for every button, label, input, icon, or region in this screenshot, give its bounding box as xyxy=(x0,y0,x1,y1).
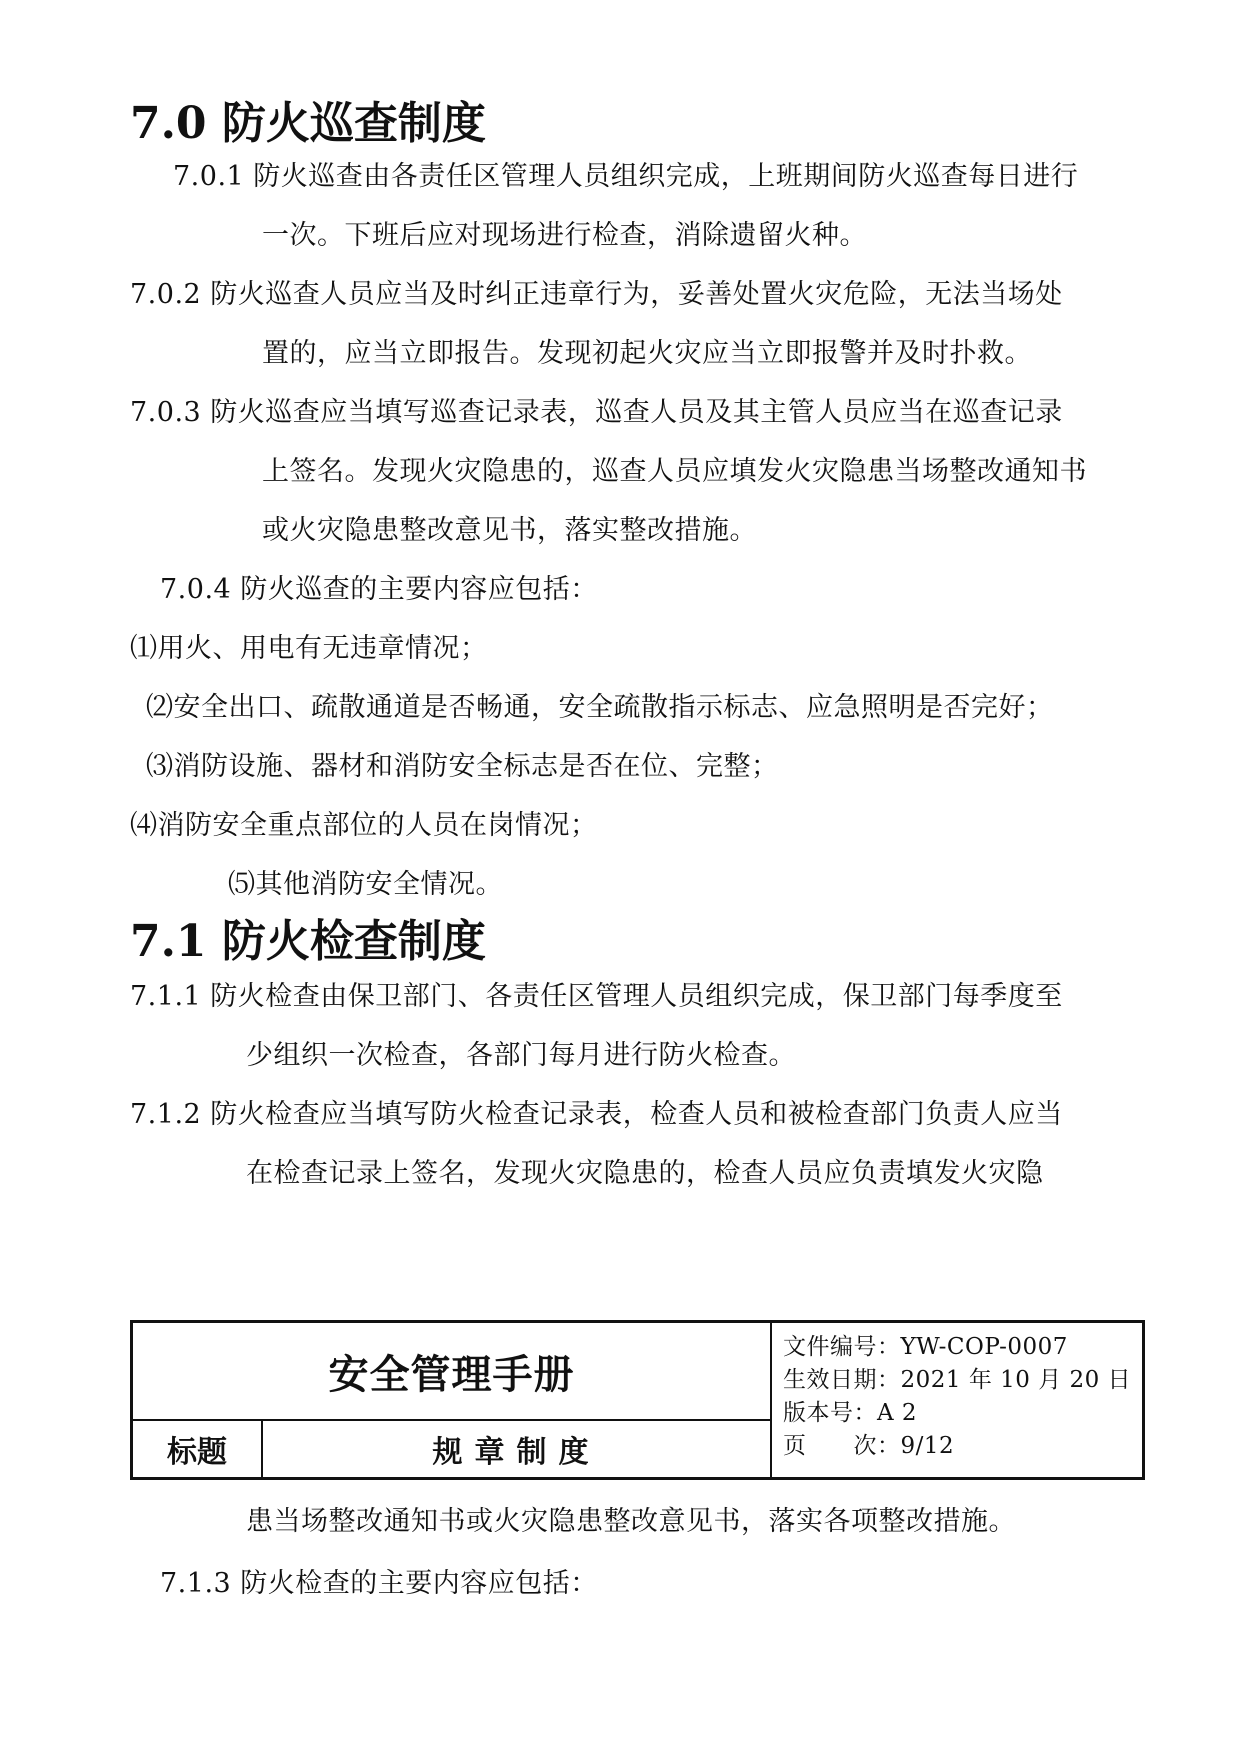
page-number: 页 次：9/12 xyxy=(783,1433,955,1459)
manual-title: 安全管理手册 xyxy=(133,1323,770,1421)
section-heading-7-1: 7.1 防火检查制度 xyxy=(130,916,486,967)
document-header-table xyxy=(130,1320,1145,1480)
paragraph-line: 7.1.1 防火检查由保卫部门、各责任区管理人员组织完成，保卫部门每季度至 xyxy=(130,981,1063,1012)
paragraph-line: 患当场整改通知书或火灾隐患整改意见书，落实各项整改措施。 xyxy=(246,1506,1016,1537)
header-left-cell xyxy=(133,1323,772,1477)
paragraph-line: 一次。下班后应对现场进行检查，消除遗留火种。 xyxy=(262,220,867,251)
list-item: ⑸其他消防安全情况。 xyxy=(228,869,503,900)
version-number: 版本号：A 2 xyxy=(783,1400,918,1426)
document-meta xyxy=(783,1331,1143,1463)
document-subtitle: 规章制度 xyxy=(432,1435,601,1470)
paragraph-line: 或火灾隐患整改意见书，落实整改措施。 xyxy=(262,515,757,546)
section-heading-7-0: 7.0 防火巡查制度 xyxy=(130,98,486,149)
list-item: ⑷消防安全重点部位的人员在岗情况； xyxy=(130,810,598,841)
paragraph-line: 上签名。发现火灾隐患的，巡查人员应填发火灾隐患当场整改通知书 xyxy=(262,456,1087,487)
paragraph-line: 7.1.2 防火检查应当填写防火检查记录表，检查人员和被检查部门负责人应当 xyxy=(130,1099,1063,1130)
paragraph-line: 7.1.3 防火检查的主要内容应包括： xyxy=(160,1568,598,1599)
title-label: 标题 xyxy=(133,1421,263,1477)
paragraph-line: 7.0.3 防火巡查应当填写巡查记录表，巡查人员及其主管人员应当在巡查记录 xyxy=(130,397,1063,428)
paragraph-line: 少组织一次检查，各部门每月进行防火检查。 xyxy=(246,1040,796,1071)
paragraph-line: 置的，应当立即报告。发现初起火灾应当立即报警并及时扑救。 xyxy=(262,338,1032,369)
paragraph-line: 7.0.2 防火巡查人员应当及时纠正违章行为，妥善处置火灾危险，无法当场处 xyxy=(130,279,1063,310)
list-item: ⑶消防设施、器材和消防安全标志是否在位、完整； xyxy=(146,751,779,782)
paragraph-line: 7.0.1 防火巡查由各责任区管理人员组织完成，上班期间防火巡查每日进行 xyxy=(173,161,1079,192)
list-item: ⑴用火、用电有无违章情况； xyxy=(130,633,488,664)
list-item: ⑵安全出口、疏散通道是否畅通，安全疏散指示标志、应急照明是否完好； xyxy=(146,692,1054,723)
paragraph-line: 7.0.4 防火巡查的主要内容应包括： xyxy=(160,574,598,605)
paragraph-line: 在检查记录上签名，发现火灾隐患的，检查人员应负责填发火灾隐 xyxy=(246,1158,1044,1189)
effective-date: 生效日期：2021 年 10 月 20 日 xyxy=(783,1367,1132,1393)
file-number: 文件编号：YW-COP-0007 xyxy=(783,1334,1068,1360)
